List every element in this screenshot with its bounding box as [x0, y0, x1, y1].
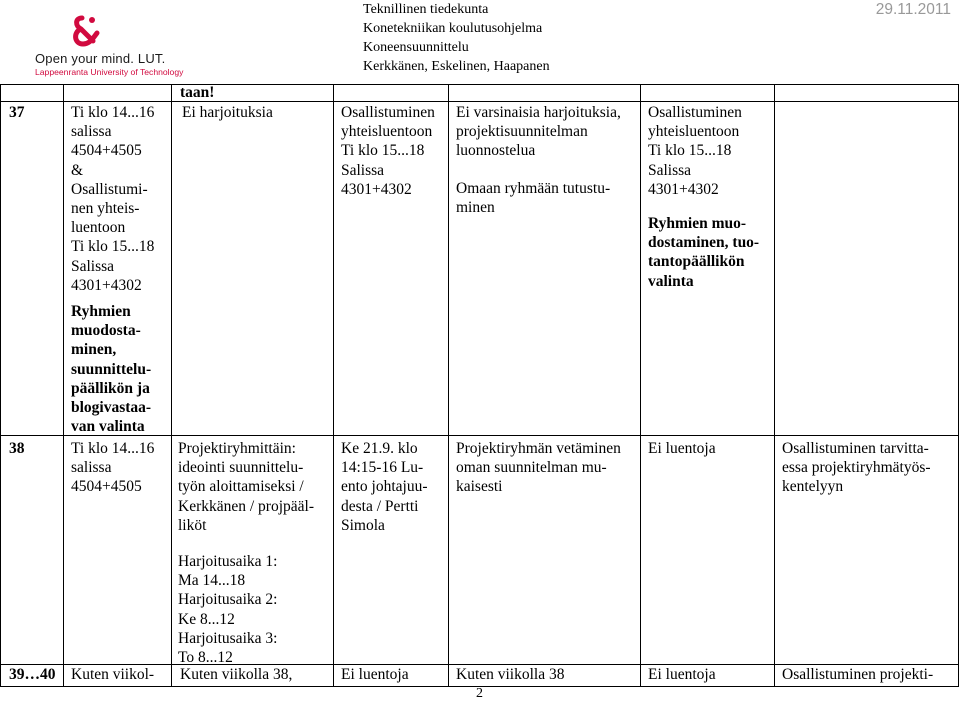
exercise-cell: Ei harjoituksia [182, 104, 273, 121]
header-line: Koneensuunnittelu [363, 40, 469, 55]
cell-line: Ryhmien muo- [648, 215, 747, 232]
cell-line: projektisuunnitelman [456, 123, 588, 141]
lecture-info-cell [341, 439, 428, 535]
cell-line: Ti klo 15...18 [648, 142, 732, 160]
cell-line: Ti klo 15...18 [341, 142, 425, 160]
cell-line: Ryhmien [71, 303, 131, 320]
cell-line: kaisesti [456, 478, 503, 496]
cell-line: luonnostelua [456, 142, 536, 160]
cell-line: dostaminen, tuo- [648, 234, 760, 252]
exercise-cell: Kuten viikolla 38, [180, 666, 293, 683]
lecture-info-cell: Ei luentoja [341, 666, 409, 683]
week-number: 39…40 [9, 666, 56, 683]
cell-line: Salissa [341, 161, 385, 179]
logo-tagline: Open your mind. LUT. [35, 51, 166, 66]
table-line [63, 84, 64, 687]
cell-line: oman suunnitelman mu- [456, 459, 607, 477]
cell-line: Ei varsinaisia harjoituksia, [456, 104, 621, 121]
cell-line: Harjoitusaika 2: [178, 591, 278, 609]
cell-line: Omaan ryhmään tutustu- [456, 180, 611, 197]
cell-line: Ti klo 14...16 [71, 104, 155, 121]
cell-line: 4301+4302 [341, 180, 412, 198]
participation-cell [782, 439, 931, 497]
header-line: Teknillinen tiedekunta [363, 2, 489, 17]
logo-university: Lappeenranta University of Technology [35, 67, 184, 77]
activity-cell [456, 103, 621, 161]
cell-line: Ti klo 15...18 [71, 238, 155, 256]
header-line: Kerkkänen, Eskelinen, Haapanen [363, 59, 550, 74]
header-line: Konetekniikan koulutusohjelma [363, 21, 543, 36]
cell-line: & [71, 161, 84, 179]
participation-cell [341, 103, 435, 199]
table-line [640, 84, 641, 687]
lecture-note [71, 302, 151, 436]
cell-line: liköt [178, 516, 207, 534]
table-line [0, 101, 959, 102]
exercise-cell [178, 439, 314, 535]
cell-line: essa projektiryhmätyös- [782, 459, 931, 477]
table-line [0, 84, 959, 85]
cell-line: Salissa [71, 257, 115, 275]
carry-over-text: taan! [180, 84, 215, 101]
cell-line: päällikön ja [71, 379, 150, 397]
week-number: 38 [9, 440, 25, 457]
cell-line: yhteisluentoon [648, 123, 740, 141]
document-header [363, 0, 550, 76]
cell-line: yhteisluentoon [341, 123, 433, 141]
cell-line: minen [456, 199, 495, 217]
cell-line: Osallistuminen [648, 104, 742, 121]
cell-line: muodosta- [71, 322, 141, 340]
cell-line: valinta [648, 272, 694, 290]
table-line [0, 84, 1, 687]
cell-line: Ti klo 14...16 [71, 440, 155, 457]
cell-line: suunnittelu- [71, 360, 152, 378]
cell-line: kentelyyn [782, 478, 844, 496]
cell-line: työn aloittamiseksi / [178, 478, 304, 496]
no-lectures-cell: Ei luentoja [648, 666, 716, 683]
cell-line: Projektiryhmittäin: [178, 440, 296, 457]
cell-line: Osallistumi- [71, 180, 148, 198]
cell-line: luentoon [71, 219, 126, 237]
cell-line: Harjoitusaika 3: [178, 629, 278, 647]
cell-line: 14:15-16 Lu- [341, 459, 424, 477]
lecture-cell [71, 103, 154, 295]
cell-line: Projektiryhmän vetäminen [456, 440, 621, 457]
cell-line: Ke 8...12 [178, 610, 235, 628]
cell-line: van valinta [71, 418, 145, 436]
cell-line: Kerkkänen / projpääl- [178, 497, 314, 515]
cell-line: Osallistuminen [341, 104, 435, 121]
cell-line: To 8...12 [178, 649, 233, 667]
page-number: 2 [476, 686, 483, 701]
header-date: 29.11.2011 [875, 1, 951, 18]
cell-line: Salissa [648, 161, 692, 179]
participation-cell-2 [648, 103, 742, 199]
cell-line: 4504+4505 [71, 478, 142, 496]
table-line [448, 84, 449, 687]
cell-line: Ke 21.9. klo [341, 440, 418, 457]
week-number: 37 [9, 104, 25, 121]
cell-line: desta / Pertti [341, 497, 419, 515]
cell-line: tantopäällikön [648, 253, 745, 271]
lecture-cell: Kuten viikol- [71, 666, 155, 683]
cell-line: ento johtajuu- [341, 478, 428, 496]
cell-line: Osallistuminen tarvitta- [782, 440, 929, 457]
participation-cell: Osallistuminen projekti- [782, 666, 934, 683]
cell-line: blogivastaa- [71, 399, 152, 417]
cell-line: ideointi suunnittelu- [178, 459, 304, 477]
cell-line: 4504+4505 [71, 142, 142, 160]
cell-line: 4301+4302 [71, 276, 142, 294]
cell-line: nen yhteis- [71, 200, 140, 218]
cell-line: Ma 14...18 [178, 572, 246, 590]
lut-logo-icon [70, 14, 104, 50]
cell-line: salissa [71, 123, 112, 141]
cell-line: 4301+4302 [648, 180, 719, 198]
table-line [171, 84, 172, 687]
exercise-times [178, 552, 277, 667]
group-forming-note [648, 214, 759, 291]
table-line [774, 84, 775, 687]
activity-cell-2 [456, 179, 610, 217]
cell-line: salissa [71, 459, 112, 477]
table-line [333, 84, 334, 687]
cell-line: Harjoitusaika 1: [178, 553, 278, 570]
activity-cell [456, 439, 621, 497]
activity-cell: Kuten viikolla 38 [456, 666, 565, 683]
no-lectures-cell: Ei luentoja [648, 440, 716, 457]
cell-line: minen, [71, 341, 117, 359]
lecture-cell [71, 439, 154, 497]
cell-line: Simola [341, 516, 385, 534]
